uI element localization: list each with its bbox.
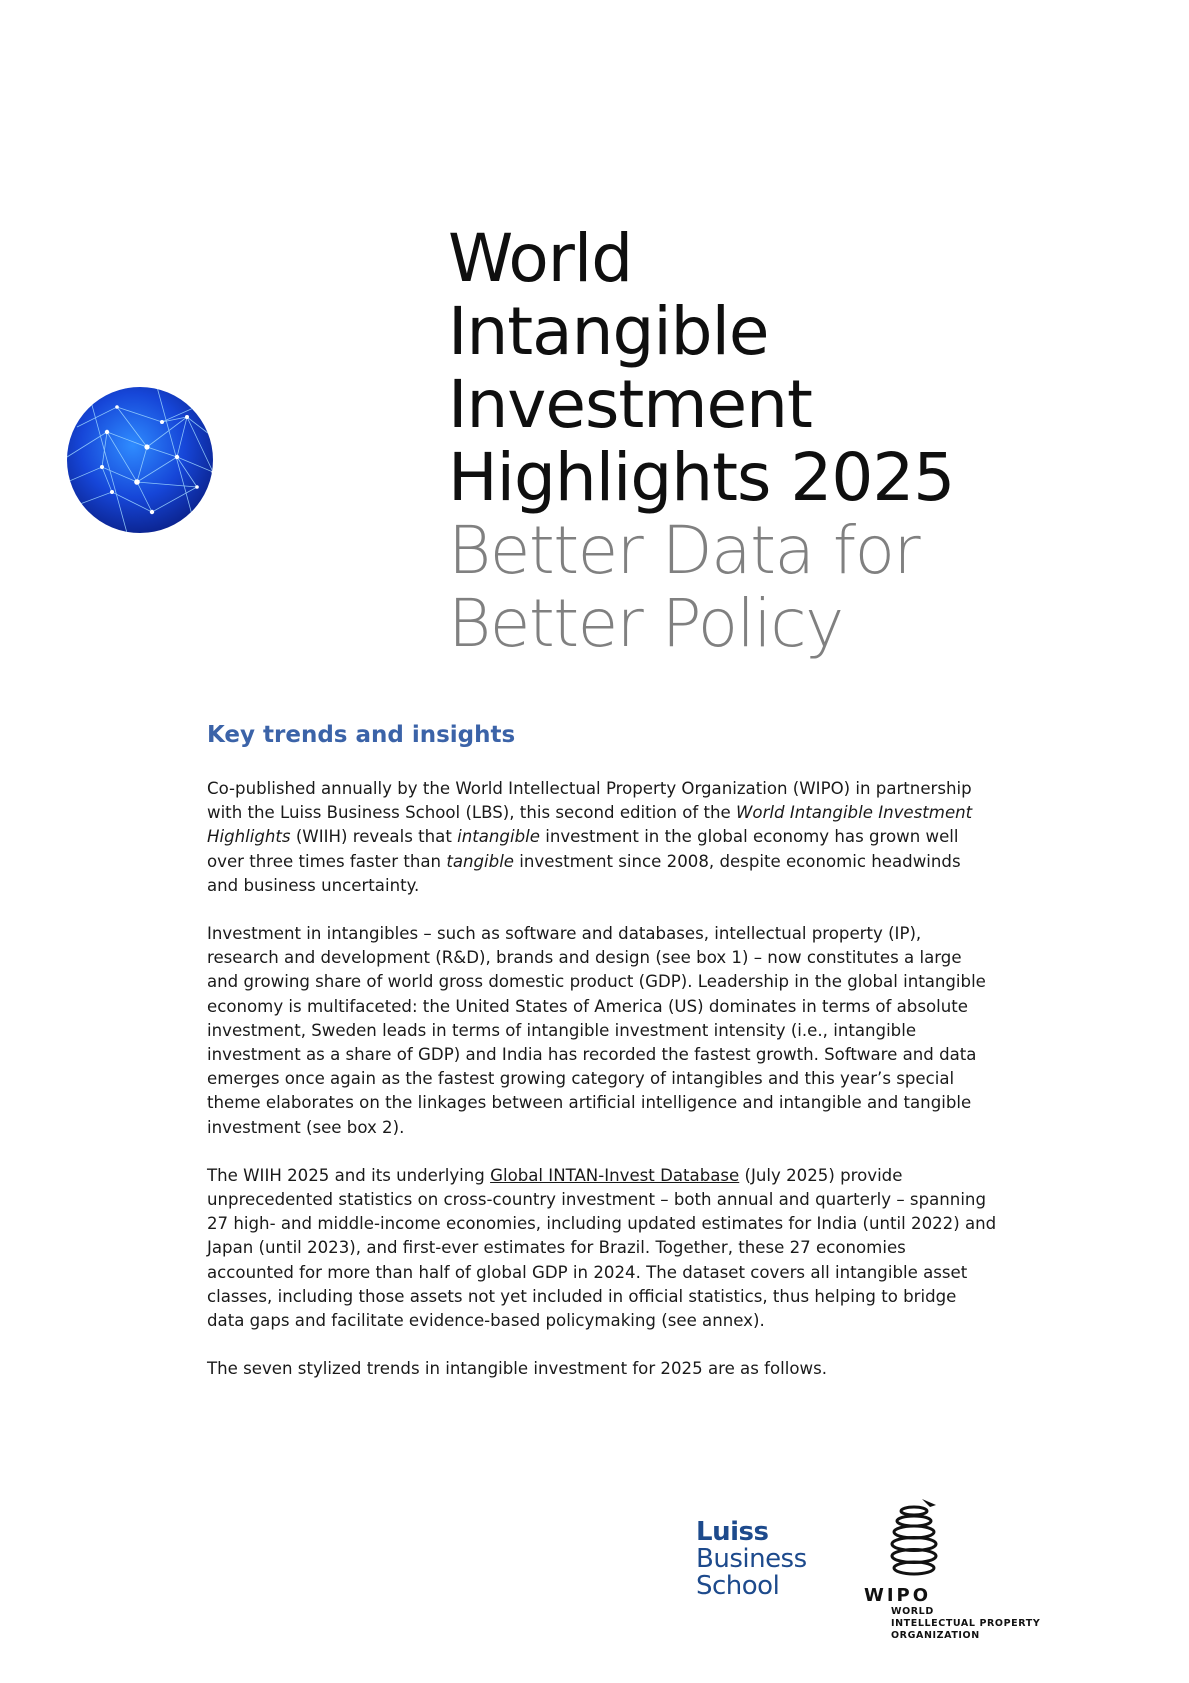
title-line: Highlights 2025 [448,439,955,516]
wipo-logo [864,1497,1084,1647]
subtitle-line: Better Data for [448,512,920,589]
wipo-acronym: WIPO [864,1585,932,1606]
paragraph-intro: Co-published annually by the World Intellectual Property Organization (WIPO) in partnership with the Luiss Business School (LBS), this second edition of the World Intangible Investment Highlights (WIIH) reveals that intangible investment in the global economy has grown well over three times faster than tangible investment since 2008, despite economic headwinds and business uncertainty. [207,779,973,895]
network-globe-image [67,387,213,533]
report-title [448,222,1128,660]
body-text [207,777,997,1405]
luiss-logo-line: Luiss [696,1517,769,1547]
title-line: Intangible [448,293,769,370]
luiss-logo-line: Business [696,1544,807,1574]
paragraph-leadership: Investment in intangibles – such as software and databases, intellectual property (IP), research and development (R&D), brands and design (see box 1) – now constitutes a large and growing share of world gross domestic product (GDP). Leadership in the global intangible economy is multifaceted: the United States of America (US) dominates in terms of absolute investment, Sweden leads in terms of intangible investment intensity (i.e., intangible investment as a share of GDP) and India has recorded the fastest growth. Software and data emerges once again as the fastest growing category of intangibles and this year’s special theme elaborates on the linkages between artificial intelligence and intangible and tangible investment (see box 2). [207,924,986,1137]
paragraph-trends: The seven stylized trends in intangible investment for 2025 are as follows. [207,1359,827,1379]
subtitle-line: Better Policy [448,585,843,662]
title-line: World [448,220,633,297]
intan-invest-database-link[interactable]: Global INTAN-Invest Database [490,1165,740,1185]
luiss-logo-line: School [696,1571,780,1601]
title-line: Investment [448,366,812,443]
section-heading: Key trends and insights [207,722,516,748]
wipo-emblem-icon [884,1497,944,1581]
paragraph-dataset: The WIIH 2025 and its underlying Global INTAN-Invest Database (July 2025) provide unprecedented statistics on cross-country investment – both annual and quarterly – spanning 27 high- and middle-income economies, including updated estimates for India (until 2022) and Japan (until 2023), and first-ever estimates for Brazil. Together, these 27 economies accounted for more than half of global GDP in 2024. The dataset covers all intangible asset classes, including those assets not yet included in official statistics, thus helping to bridge data gaps and facilitate evidence-based policymaking (see annex). [207,1165,997,1331]
wipo-full-name: WORLD INTELLECTUAL PROPERTY ORGANIZATION [891,1606,1041,1641]
luiss-business-school-logo [696,1519,807,1600]
